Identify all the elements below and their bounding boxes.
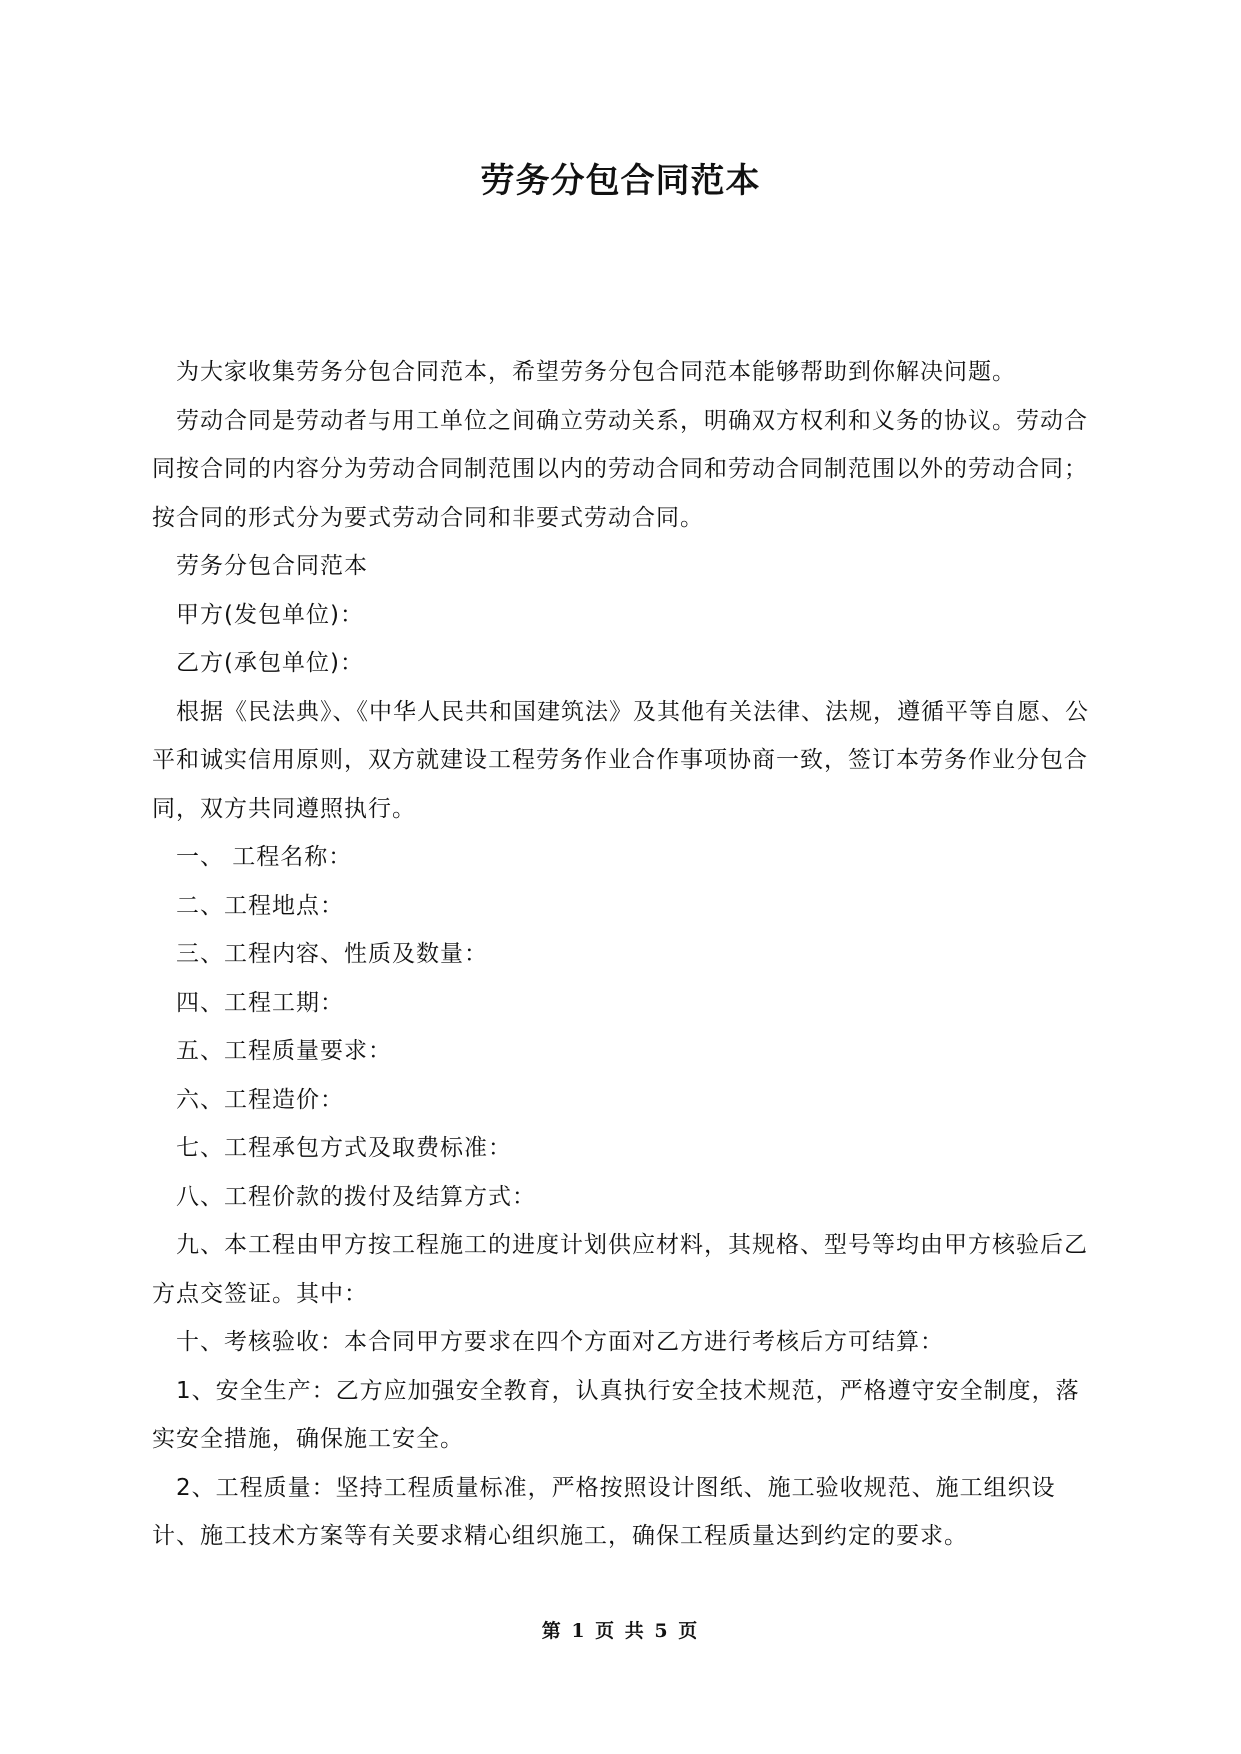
paragraph: 九、本工程由甲方按工程施工的进度计划供应材料，其规格、型号等均由甲方核验后乙方点交签证。其中： [152,1232,1088,1307]
paragraph: 1、安全生产：乙方应加强安全教育，认真执行安全技术规范，严格遵守安全制度，落实安全措施，确保施工安全。 [152,1377,1080,1452]
document-body [152,348,1096,1561]
paragraph: 十、考核验收：本合同甲方要求在四个方面对乙方进行考核后方可结算： [176,1329,944,1355]
paragraph: 六、工程造价： [176,1086,344,1113]
paragraph: 三、工程内容、性质及数量： [176,941,488,967]
page-footer-number: 第 1 页 共 5 页 [541,1620,700,1642]
paragraph: 甲方(发包单位)： [176,601,364,628]
paragraph: 根据《民法典》、《中华人民共和国建筑法》及其他有关法律、法规，遵循平等自愿、公平和诚实信用原则，双方就建设工程劳务作业合作事项协商一致，签订本劳务作业分包合同，双方共同遵照执行。 [152,698,1089,822]
paragraph: 为大家收集劳务分包合同范本，希望劳务分包合同范本能够帮助到你解决问题。 [176,359,1016,385]
paragraph: 劳动合同是劳动者与用工单位之间确立劳动关系，明确双方权利和义务的协议。劳动合同按合同的内容分为劳动合同制范围以内的劳动合同和劳动合同制范围以外的劳动合同；按合同的形式分为要式劳动合同和非要式劳动合同。 [152,407,1088,531]
paragraph: 劳务分包合同范本 [176,553,368,579]
page-title: 劳务分包合同范本 [480,161,761,201]
paragraph: 七、工程承包方式及取费标准： [176,1135,512,1161]
paragraph: 乙方(承包单位)： [176,650,364,676]
paragraph: 二、工程地点： [176,892,344,919]
paragraph: 五、工程质量要求： [176,1038,392,1064]
paragraph: 四、工程工期： [176,989,344,1016]
paragraph: 2、工程质量：坚持工程质量标准，严格按照设计图纸、施工验收规范、施工组织设计、施工技术方案等有关要求精心组织施工，确保工程质量达到约定的要求。 [152,1474,1056,1549]
paragraph: 八、工程价款的拨付及结算方式： [176,1183,536,1210]
paragraph: 一、 工程名称： [176,844,353,870]
